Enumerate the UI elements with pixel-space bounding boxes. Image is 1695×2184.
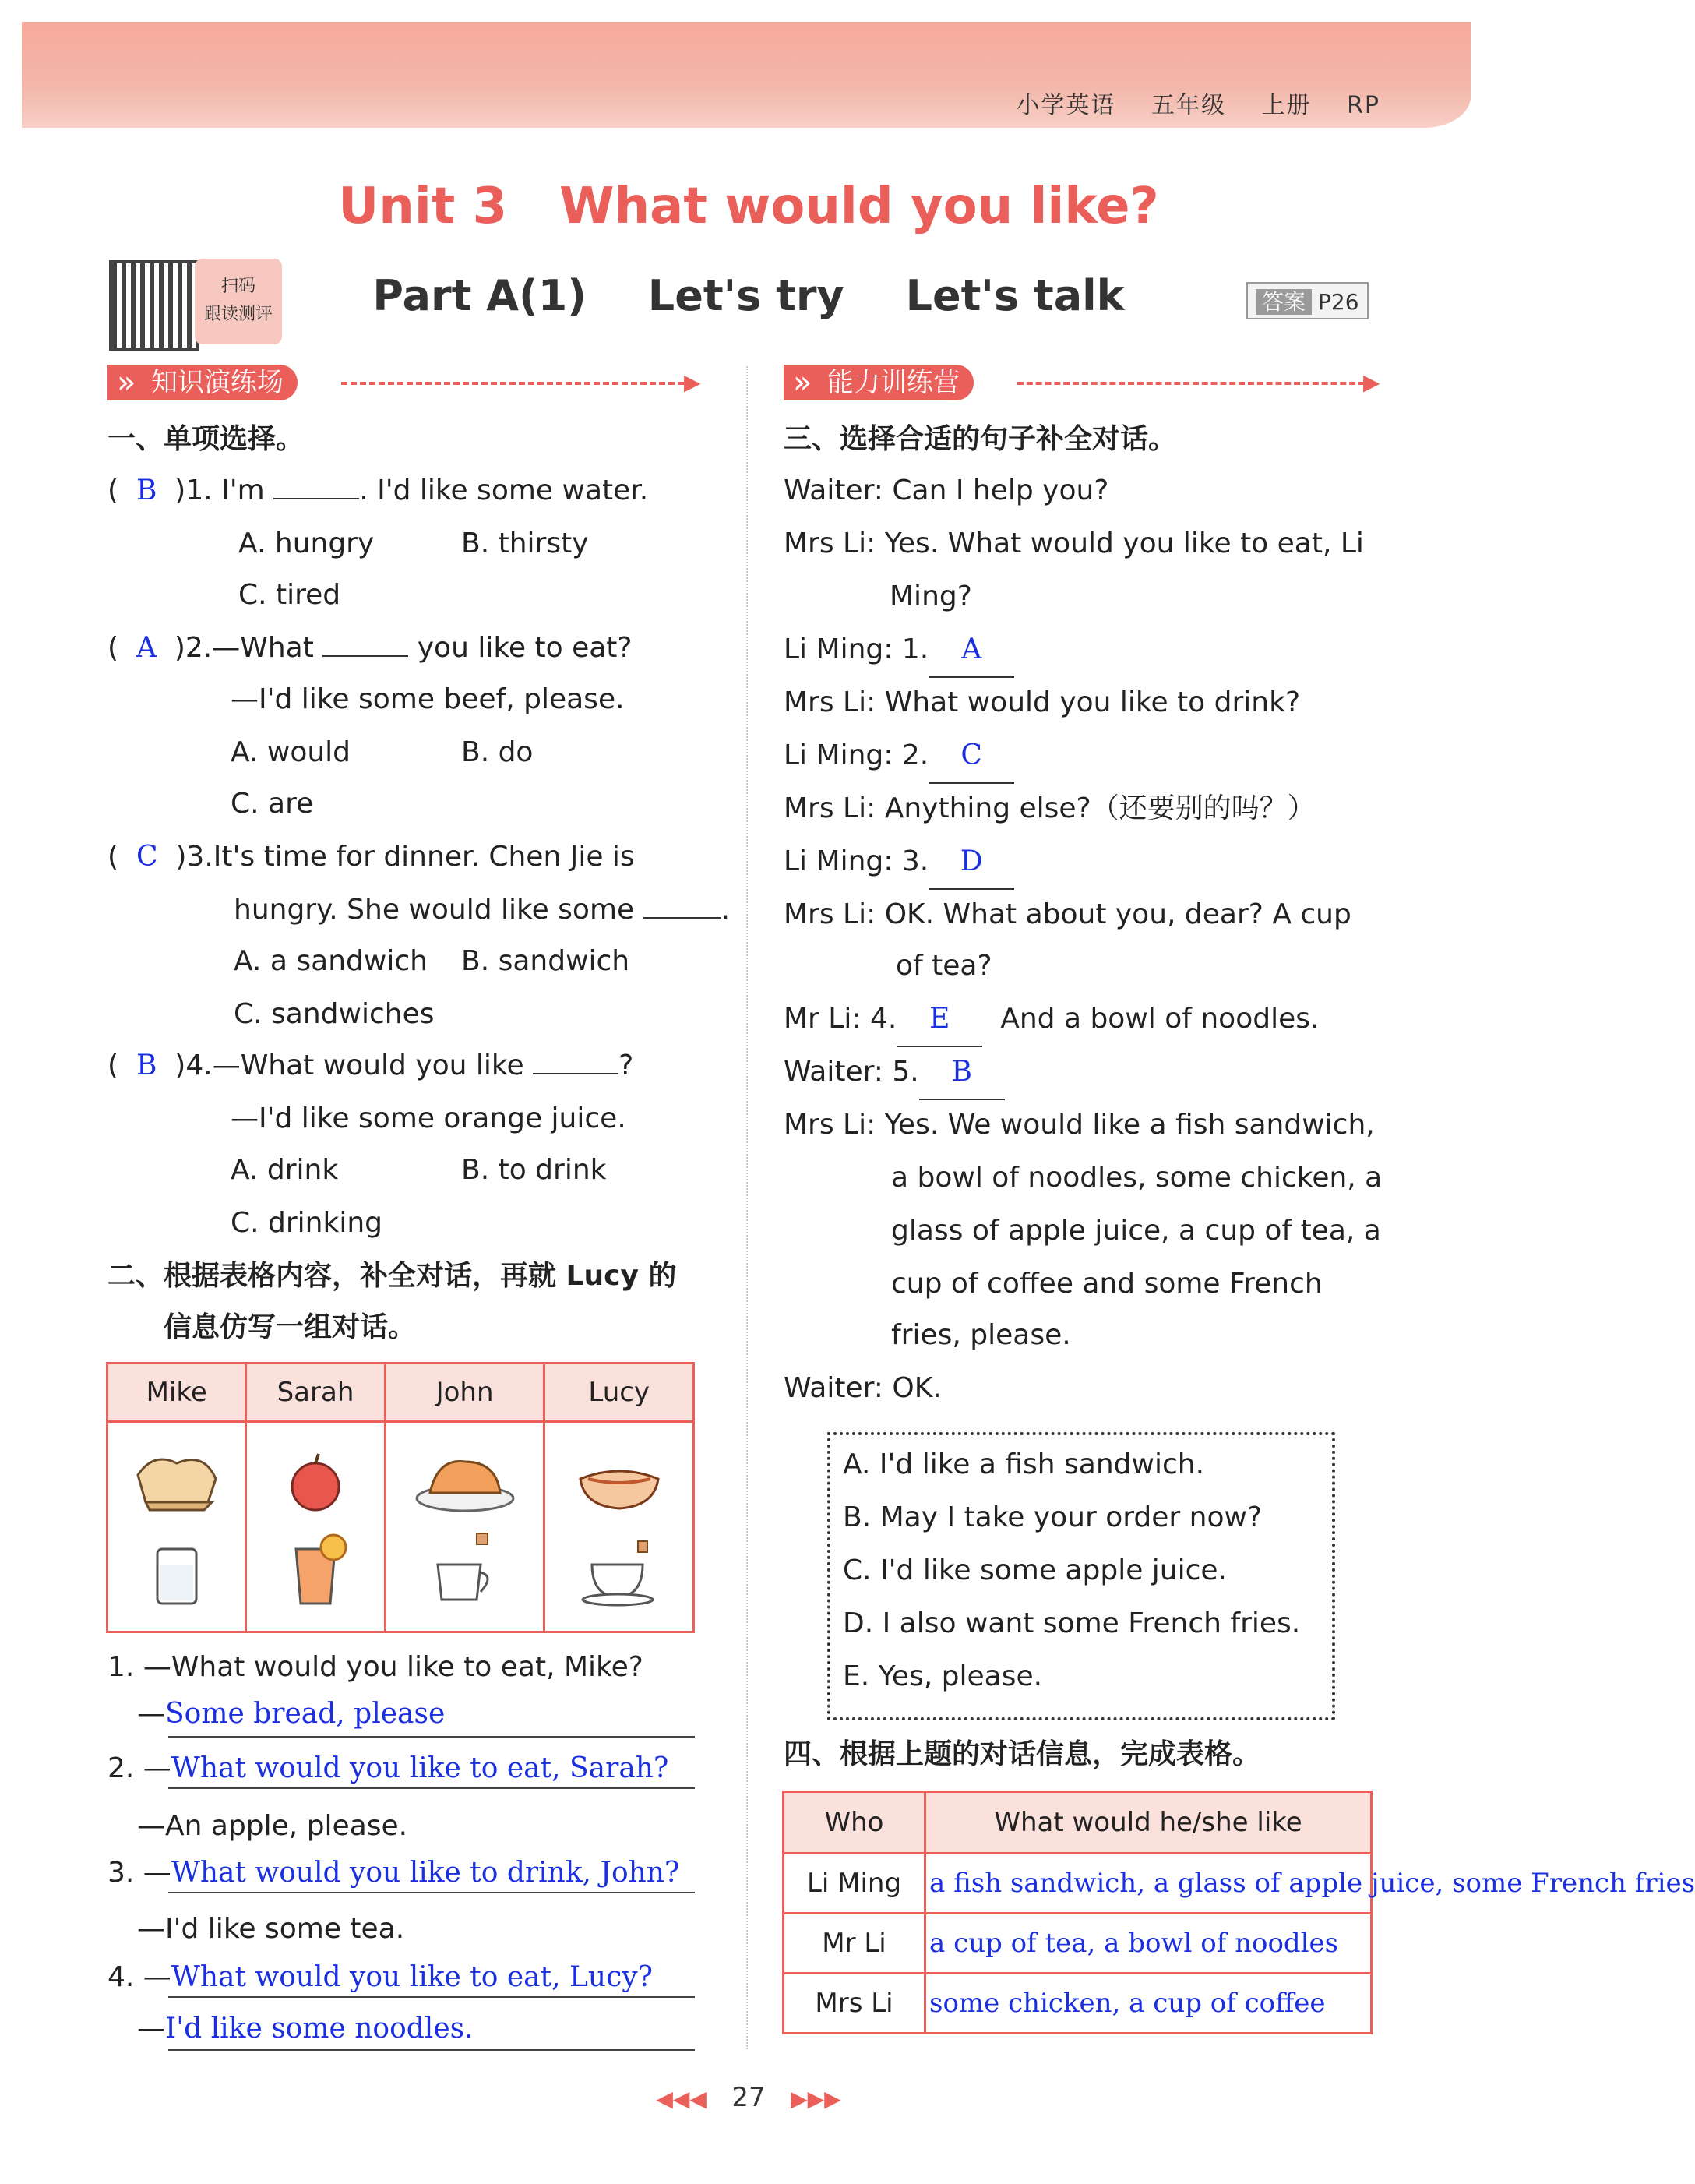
dialog-line-2-cont: Ming? [890, 580, 972, 612]
dialog-cont-1: a bowl of noodles, some chicken, a [891, 1162, 1383, 1194]
speaker: Waiter: [784, 475, 883, 506]
line-text: 5. [892, 1056, 919, 1088]
prev-arrows-icon[interactable]: ◀◀◀ [656, 2086, 707, 2112]
table-header-mike: Mike [107, 1364, 246, 1422]
speaker: Li Ming: [784, 633, 893, 665]
dialog-2-answer: —An apple, please. [137, 1810, 408, 1842]
answer-mark: B [136, 475, 157, 506]
option-c: C. drinking [231, 1207, 383, 1239]
option-a: A. I'd like a fish sandwich. [843, 1448, 1205, 1480]
qr-label-line2: 跟读测评 [203, 305, 273, 324]
speaker: Mrs Li: [784, 898, 876, 930]
part-label: Part A(1) [372, 271, 587, 320]
dialog-answer: What would you like to drink, John? [171, 1857, 680, 1889]
item-stem-end: ? [618, 1050, 634, 1081]
table-header-sarah: Sarah [246, 1364, 385, 1422]
unit-number: Unit 3 [338, 178, 508, 235]
option-c: C. sandwiches [234, 998, 435, 1030]
item-line2-text: hungry. She would like some [234, 894, 635, 926]
item-number: )4. [174, 1050, 213, 1081]
dialog-number: 4. [107, 1961, 135, 1993]
dialog-3-question: 3. —What would you like to drink, John? [107, 1857, 680, 1889]
section-title: » 知识演练场 [107, 365, 298, 400]
line-text: Can I help you? [892, 475, 1109, 506]
next-arrows-icon[interactable]: ▶▶▶ [791, 2086, 841, 2112]
answer-line [168, 2049, 695, 2051]
blank-answer: D [929, 835, 1014, 890]
blank-answer: A [929, 623, 1014, 678]
answer-mark: C [136, 841, 158, 873]
line-text: What would you like to drink? [884, 686, 1301, 718]
column-divider [746, 366, 748, 2049]
dialog-line-5 [784, 729, 1014, 784]
book-info [989, 86, 1380, 120]
who-cell: Mrs Li [784, 1974, 925, 2034]
option-a: A. a sandwich [234, 945, 428, 977]
dialog-line-8-cont: of tea? [896, 950, 992, 982]
dialog-line-4 [784, 676, 1300, 729]
edition: RP [1347, 92, 1380, 119]
answer-label: 答案 [1256, 289, 1312, 315]
speaker: Mrs Li: [784, 686, 876, 718]
option-b: B. thirsty [461, 527, 589, 559]
line-text: 2. [901, 739, 929, 771]
option-a: A. hungry [238, 527, 375, 559]
dialog-4-question: 4. —What would you like to eat, Lucy? [107, 1961, 653, 1993]
answer-mark: B [136, 1050, 157, 1081]
who-cell: Mr Li [784, 1914, 925, 1974]
line-text: Yes. We would like a fish sandwich, [884, 1109, 1375, 1141]
item-stem: —What [212, 632, 314, 664]
item-line2: —I'd like some orange juice. [231, 1103, 626, 1134]
blank-answer: E [897, 993, 982, 1047]
table-header-lucy: Lucy [544, 1364, 694, 1422]
section-header-knowledge [107, 365, 699, 400]
option-a: A. drink [231, 1154, 339, 1186]
dialog-4-answer: —I'd like some noodles. [137, 2013, 474, 2045]
mc-item-4: ( B )4.—What would you like ? [107, 1050, 634, 1081]
dialog-number: 1. [107, 1651, 135, 1683]
dialog-cont-4: fries, please. [891, 1319, 1071, 1351]
dialog-2-question: 2. —What would you like to eat, Sarah? [107, 1752, 669, 1784]
answer-reference [1246, 282, 1369, 319]
dialog-line-final: Waiter: OK. [784, 1372, 942, 1404]
mc-item-3: ( C )3.It's time for dinner. Chen Jie is [107, 841, 635, 873]
blank [533, 1073, 618, 1074]
answer-page: P26 [1318, 289, 1359, 315]
line-text: 4. [869, 1003, 897, 1035]
table-row [784, 1854, 1372, 1914]
dash-line [1017, 382, 1365, 385]
table-cell-lucy [544, 1422, 694, 1632]
speaker: Mrs Li: [784, 792, 876, 824]
speaker: Li Ming: [784, 845, 893, 877]
question-1-title: 一、单项选择。 [107, 423, 305, 455]
option-c: C. I'd like some apple juice. [843, 1554, 1227, 1586]
speaker: Mr Li: [784, 1003, 862, 1035]
blank-answer: C [929, 729, 1014, 784]
option-b: B. do [461, 736, 534, 768]
volume: 上册 [1261, 92, 1312, 119]
dialog-1-question [107, 1641, 643, 1694]
mc-item-2: ( A )2.—What you like to eat? [107, 632, 633, 664]
dialog-answer: What would you like to eat, Sarah? [171, 1752, 669, 1784]
item-line2: hungry. She would like some . [234, 894, 731, 926]
table-header-who: Who [784, 1792, 925, 1854]
dialog-line-9 [784, 993, 1319, 1047]
item-number: )3. [175, 841, 213, 873]
option-a: A. would [231, 736, 351, 768]
line-text: Anything else?（还要别的吗？） [884, 792, 1316, 824]
line-text: Yes. What would you like to eat, Li [884, 527, 1364, 559]
blank-answer: B [919, 1046, 1005, 1100]
arrow-right-icon: ▶ [684, 369, 701, 395]
table-row [784, 1974, 1372, 2034]
dialog-line-11 [784, 1099, 1375, 1152]
question-4-title: 四、根据上题的对话信息，完成表格。 [784, 1738, 1261, 1770]
answer-line [168, 1996, 695, 1998]
dialog-line-7 [784, 835, 1014, 890]
order-table [782, 1791, 1695, 2034]
line-text: 1. [901, 633, 929, 665]
arrow-right-icon: ▶ [1363, 369, 1380, 395]
lets-try-label: Let's try [647, 271, 844, 320]
dialog-line-2 [784, 517, 1364, 570]
table-cell-john [385, 1422, 544, 1632]
answer-mark: A [136, 632, 157, 664]
item-stem: It's time for dinner. Chen Jie is [213, 841, 635, 873]
dialog-answer: Some bread, please [165, 1698, 446, 1730]
lets-talk-label: Let's talk [905, 271, 1125, 320]
chicken-and-tea-icon [407, 1432, 523, 1619]
dialog-answer: I'd like some noodles. [165, 2013, 474, 2045]
subject: 小学英语 [1016, 92, 1116, 119]
bread-and-milk-icon [126, 1432, 227, 1619]
option-b: B. May I take your order now? [843, 1501, 1263, 1533]
what-cell: a cup of tea, a bowl of noodles [925, 1914, 1372, 1974]
page-number: 27 [731, 2082, 766, 2113]
grade: 五年级 [1151, 92, 1226, 119]
dialog-number: 3. [107, 1857, 135, 1889]
blank [273, 498, 359, 499]
dialog-line-6 [784, 782, 1316, 835]
option-d: D. I also want some French fries. [843, 1607, 1301, 1639]
answer-line [168, 1892, 695, 1893]
section-title: » 能力训练营 [784, 365, 974, 400]
dash-line [341, 382, 684, 385]
item-number: )1. [174, 475, 213, 506]
page-footer [0, 2082, 1497, 2113]
line-text-after: And a bowl of noodles. [1000, 1003, 1320, 1035]
what-cell: some chicken, a cup of coffee [925, 1974, 1372, 2034]
what-cell: a fish sandwich, a glass of apple juice, some French fries [925, 1854, 1372, 1914]
question-2-title-line2: 信息仿写一组对话。 [164, 1311, 417, 1343]
speaker: Li Ming: [784, 739, 893, 771]
blank [322, 655, 408, 657]
section-header-ability [784, 365, 1380, 400]
qr-label-line1: 扫码 [220, 277, 255, 296]
option-b: B. to drink [461, 1154, 607, 1186]
option-e: E. Yes, please. [843, 1660, 1043, 1692]
line-text: OK. What about you, dear? A cup [884, 898, 1351, 930]
noodles-and-tea-icon [565, 1432, 674, 1619]
item-line2: —I'd like some beef, please. [231, 683, 625, 715]
question-2-title: 二、根据表格内容，补全对话，再就 Lucy 的 [107, 1260, 677, 1292]
item-number: )2. [174, 632, 213, 664]
dialog-number: 2. [107, 1752, 135, 1784]
dialog-text: —What would you like to eat, Mike? [143, 1651, 643, 1683]
table-cell-sarah [246, 1422, 385, 1632]
question-3-title: 三、选择合适的句子补全对话。 [784, 423, 1177, 455]
unit-name: What would you like? [559, 178, 1159, 235]
blank [643, 917, 721, 919]
speaker: Waiter: [784, 1056, 883, 1088]
dialog-answer: What would you like to eat, Lucy? [171, 1961, 653, 1993]
dialog-line-1 [784, 464, 1108, 517]
option-b: B. sandwich [461, 945, 630, 977]
dialog-cont-2: glass of apple juice, a cup of tea, a [891, 1215, 1381, 1247]
dialog-cont-3: cup of coffee and some French [891, 1268, 1323, 1300]
item-stem: —What would you like [212, 1050, 524, 1081]
dialog-line-3 [784, 623, 1014, 678]
answer-line [168, 1736, 695, 1738]
table-header-what: What would he/she like [925, 1792, 1372, 1854]
food-table [106, 1362, 695, 1633]
dialog-line-10 [784, 1046, 1005, 1100]
dialog-1-answer: —Some bread, please [137, 1698, 446, 1730]
who-cell: Li Ming [784, 1854, 925, 1914]
option-c: C. are [231, 788, 314, 820]
item-stem-end: . I'd like some water. [359, 475, 649, 506]
option-c: C. tired [238, 579, 341, 611]
speaker: Mrs Li: [784, 1109, 876, 1141]
item-stem: I'm [221, 475, 265, 506]
apple-and-juice-icon [265, 1432, 366, 1619]
table-row [784, 1914, 1372, 1974]
dialog-line-8 [784, 888, 1351, 941]
line-text: 3. [901, 845, 929, 877]
mc-item-1: ( B )1. I'm . I'd like some water. [107, 475, 649, 506]
speaker: Mrs Li: [784, 527, 876, 559]
dialog-3-answer: —I'd like some tea. [137, 1913, 405, 1945]
item-stem-end: you like to eat? [417, 632, 633, 664]
table-header-john: John [385, 1364, 544, 1422]
unit-title [0, 178, 1497, 235]
table-cell-mike [107, 1422, 246, 1632]
answer-line [168, 1787, 695, 1789]
